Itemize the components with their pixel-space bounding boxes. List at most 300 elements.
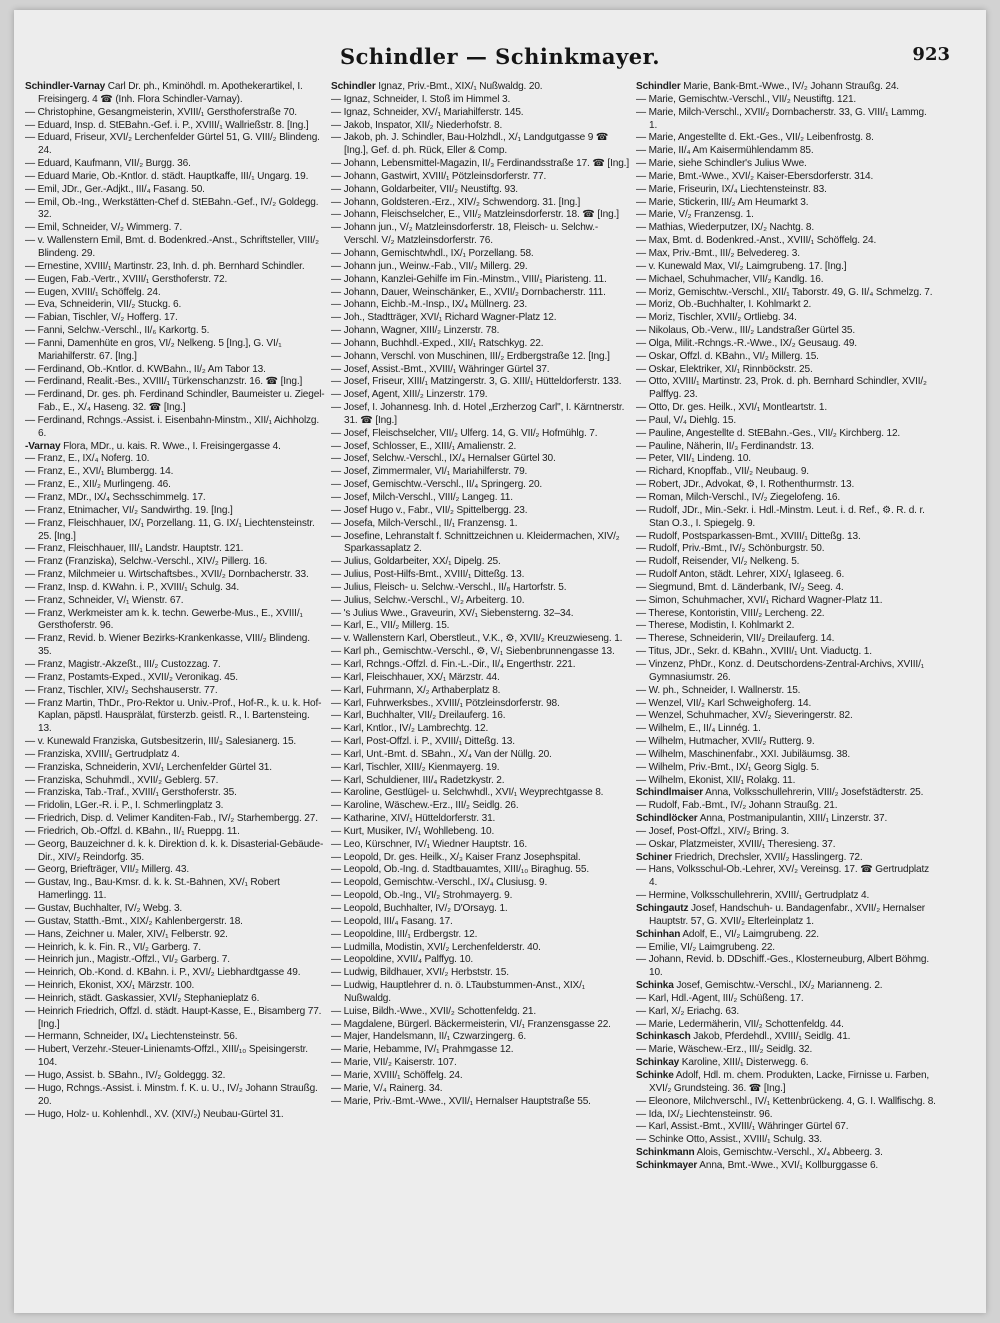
directory-entry bbox=[636, 852, 936, 865]
entry-text: Friedrich, Drechsler, XVII/₂ Hasslingerg. 72. bbox=[671, 851, 863, 863]
entry-text: — Katharine, XIV/₁ Hütteldorferstr. 31. bbox=[331, 813, 496, 825]
entry-surname: Schinkay bbox=[636, 1057, 680, 1069]
entry-text: — Marie, II/₄ Am Kaisermühlendamm 85. bbox=[636, 145, 814, 157]
page-header bbox=[14, 44, 986, 74]
directory-entry bbox=[636, 1096, 936, 1109]
directory-entry bbox=[636, 222, 936, 235]
entry-text: — Hugo, Holz- u. Kohlenhdl., XV. (XIV/₂) Neubau-Gürtel 31. bbox=[25, 1108, 284, 1120]
entry-text: — Eduard Marie, Ob.-Kntlor. d. städt. Hauptkaffe, III/₁ Ungarg. 19. bbox=[25, 170, 309, 182]
entry-text: — Ida, IX/₂ Liechtensteinstr. 96. bbox=[636, 1108, 773, 1120]
entry-text: — Marie, VII/₂ Kaiserstr. 107. bbox=[331, 1057, 457, 1069]
directory-entry bbox=[25, 595, 325, 608]
entry-text: — Otto, XVIII/₁ Martinstr. 23, Prok. d. ph. Bernhard Schindler, XVII/₂ Palffyg. 23. bbox=[636, 376, 927, 401]
entry-text: — Josef, Gemischtw.-Verschl., II/₄ Springerg. 20. bbox=[331, 479, 543, 491]
entry-text: — Eduard, Friseur, XVI/₂ Lerchenfelder Gürtel 51, G. VIII/₂ Blindeng. 24. bbox=[25, 132, 320, 157]
entry-text: Josef, Gemischtw.-Verschl., IX/₂ Marianneng. 2. bbox=[673, 980, 883, 992]
entry-text: — Jakob, Inspator, XII/₂ Niederhofstr. 8. bbox=[331, 119, 503, 131]
entry-text: — Franz, Werkmeister am k. k. techn. Gewerbe-Mus., E., XVIII/₁ Gersthoferstr. 96. bbox=[25, 607, 303, 632]
directory-entry bbox=[636, 582, 936, 595]
entry-text: — Wilhelm, E., II/₄ Linnég. 1. bbox=[636, 723, 761, 735]
directory-entry bbox=[636, 633, 936, 646]
entry-text: — Franz, Revid. b. Wiener Bezirks-Krankenkasse, VIII/₂ Blindeng. 35. bbox=[25, 633, 310, 658]
directory-entry bbox=[636, 299, 936, 312]
entry-text: — Marie, siehe Schindler's Julius Wwe. bbox=[636, 158, 807, 170]
directory-entry bbox=[25, 479, 325, 492]
entry-text: — Rudolf, Postsparkassen-Bmt., XVIII/₁ Ditteßg. 13. bbox=[636, 530, 861, 542]
directory-entry bbox=[636, 107, 936, 133]
directory-entry bbox=[331, 351, 631, 364]
entry-text: — Ernestine, XVIII/₁ Martinstr. 23, Inh. d. ph. Bernhard Schindler. bbox=[25, 260, 305, 272]
directory-entry bbox=[636, 197, 936, 210]
entry-text: — Therese, Schneiderin, VII/₂ Dreilauferg. 14. bbox=[636, 633, 835, 645]
entry-text: — Franz, E., IX/₄ Noferg. 10. bbox=[25, 453, 150, 465]
directory-entry bbox=[331, 877, 631, 890]
directory-entry bbox=[636, 569, 936, 582]
entry-text: — Karl, Assist.-Bmt., XVIII/₁ Währinger Gürtel 67. bbox=[636, 1121, 849, 1133]
entry-text: — Josef, Fleischselcher, VII/₂ Ulferg. 14, G. VII/₂ Hofmühlg. 7. bbox=[331, 427, 598, 439]
directory-entry bbox=[25, 903, 325, 916]
directory-entry bbox=[636, 1044, 936, 1057]
entry-text: — Georg, Bauzeichner d. k. k. Direktion d. k. k. Disasterial-Gebäude-Dir., XIV/₂ Reindorfg. 35. bbox=[25, 838, 324, 863]
directory-entry bbox=[25, 274, 325, 287]
directory-entry bbox=[636, 184, 936, 197]
directory-entry bbox=[331, 685, 631, 698]
directory-entry bbox=[331, 620, 631, 633]
entry-text: — Johann jun., Weinw.-Fab., VII/₂ Millerg. 29. bbox=[331, 260, 528, 272]
entry-text: — Johann, Lebensmittel-Magazin, II/₃ Ferdinandsstraße 17. ☎ [Ing.] bbox=[331, 158, 629, 170]
entry-text: — Ludmilla, Modistin, XVI/₂ Lerchenfelderstr. 40. bbox=[331, 941, 541, 953]
entry-text: — Hermine, Volksschullehrerin, XVIII/₁ Gertrudplatz 4. bbox=[636, 890, 870, 902]
entry-text: — Johann, Dauer, Weinschänker, E., XVII/₂ Dornbacherstr. 111. bbox=[331, 286, 606, 298]
entry-text: — Majer, Handelsmann, II/₁ Czwarzingerg. 6. bbox=[331, 1031, 526, 1043]
directory-page bbox=[14, 10, 986, 1313]
directory-entry bbox=[331, 505, 631, 518]
directory-entry bbox=[636, 608, 936, 621]
entry-text: — Hugo, Assist. b. SBahn., IV/₂ Goldeggg. 32. bbox=[25, 1069, 226, 1081]
entry-text: — Josef, Zimmermaler, VI/₁ Mariahilferstr. 79. bbox=[331, 466, 528, 478]
entry-text: Anna, Postmanipulantin, XIII/₁ Linzerstr. 37. bbox=[697, 813, 888, 825]
entry-text: — Franz Martin, ThDr., Pro-Rektor u. Univ.-Prof., Hof-R., k. u. k. Hof-Kaplan, päpstl. Hausprälat, fürsterzb. geistl. R., I. Bartensteing. 13. bbox=[25, 697, 322, 735]
entry-text: — Wilhelm, Priv.-Bmt., IX/₁ Georg Siglg. 5. bbox=[636, 761, 819, 773]
entry-text: — Hans, Zeichner u. Maler, XIV/₁ Felberstr. 92. bbox=[25, 928, 228, 940]
entry-text: — Franz, Magistr.-Akzeßt., III/₂ Custozzag. 7. bbox=[25, 658, 221, 670]
entry-text: — Ferdinand, Ob.-Kntlor. d. KWBahn., II/₂ Am Tabor 13. bbox=[25, 363, 266, 375]
directory-entry bbox=[331, 800, 631, 813]
entry-text: — Karl, Kntlor., IV/₂ Lambrechtg. 12. bbox=[331, 723, 489, 735]
entry-text: — Josef, Milch-Verschl., VIII/₂ Langeg. 11. bbox=[331, 492, 513, 503]
directory-entry bbox=[636, 492, 936, 505]
directory-entry bbox=[331, 1031, 631, 1044]
entry-text: — Wenzel, VII/₂ Karl Schweighoferg. 14. bbox=[636, 697, 812, 709]
directory-entry bbox=[331, 659, 631, 672]
entry-text: — Fanni, Damenhüte en gros, VI/₂ Nelkeng. 5 [Ing.], G. VI/₁ Mariahilferstr. 67. [Ing.] bbox=[25, 337, 282, 362]
directory-entry bbox=[25, 235, 325, 261]
directory-entry bbox=[331, 980, 631, 1006]
directory-entry bbox=[331, 261, 631, 274]
entry-text: — Julius, Post-Hilfs-Bmt., XVIII/₁ Ditteßg. 13. bbox=[331, 569, 525, 581]
entry-text: — Olga, Milit.-Rchngs.-R.-Wwe., IX/₂ Geusaug. 49. bbox=[636, 337, 857, 349]
entry-text: — Karl ph., Gemischtw.-Verschl., ⚙, V/₁ Siebenbrunnengasse 13. bbox=[331, 646, 615, 658]
entry-text: — Karl, Buchhalter, VII/₂ Dreilauferg. 16. bbox=[331, 710, 506, 722]
directory-entry bbox=[636, 1134, 936, 1147]
entry-text: — Josef, Assist.-Bmt., XVIII/₁ Währinger Gürtel 37. bbox=[331, 363, 550, 375]
directory-entry bbox=[331, 954, 631, 967]
directory-entry bbox=[636, 351, 936, 364]
entry-text: — Hans, Volksschul-Ob.-Lehrer, XV/₂ Vereinsg. 17. ☎ Gertrudplatz 4. bbox=[636, 864, 930, 889]
entry-text: — Max, Priv.-Bmt., III/₂ Belvedereg. 3. bbox=[636, 247, 800, 259]
entry-text: — Heinrich, k. k. Fin. R., VI/₂ Garberg. 7. bbox=[25, 941, 201, 953]
entry-text: Alois, Gemischtw.-Verschl., X/₄ Abbeerg. 3. bbox=[694, 1147, 883, 1159]
entry-text: — Eleonore, Milchverschl., IV/₁ Kettenbrückeng. 4, G. I. Wallfischg. 8. bbox=[636, 1095, 936, 1107]
directory-entry bbox=[25, 287, 325, 300]
directory-entry bbox=[636, 453, 936, 466]
entry-text: — Johann, Kanzlei-Gehilfe im Fin.-Minstm., VIII/₁ Piaristeng. 11. bbox=[331, 273, 607, 285]
directory-entry bbox=[636, 402, 936, 415]
entry-text: — Oskar, Platzmeister, XVIII/₁ Theresieng. 37. bbox=[636, 838, 836, 850]
entry-text: — Johann, Buchhdl.-Exped., XII/₁ Ratschkyg. 22. bbox=[331, 337, 544, 349]
entry-text: — Paul, V/₄ Diehlg. 15. bbox=[636, 414, 736, 426]
entry-text: Flora, MDr., u. kais. R. Wwe., I. Freisingergasse 4. bbox=[60, 440, 281, 452]
directory-entry bbox=[636, 235, 936, 248]
directory-entry bbox=[25, 698, 325, 737]
entry-text: — Josef, Agent, XIII/₂ Linzerstr. 179. bbox=[331, 389, 488, 401]
directory-entry bbox=[636, 839, 936, 852]
directory-entry bbox=[25, 466, 325, 479]
directory-entry bbox=[331, 698, 631, 711]
entry-text: — Rudolf, JDr., Min.-Sekr. i. Hdl.-Minstm. Leut. i. d. Ref., ⚙. R. d. r. Stan O.3., I. Spiegelg. 9. bbox=[636, 504, 925, 529]
entry-text: — Pauline, Näherin, II/₃ Ferdinandstr. 13. bbox=[636, 440, 814, 452]
directory-entry bbox=[25, 197, 325, 223]
directory-entry bbox=[331, 132, 631, 158]
entry-text: — Marie, Priv.-Bmt.-Wwe., XVII/₁ Hernalser Hauptstraße 55. bbox=[331, 1095, 591, 1107]
directory-entry bbox=[331, 1019, 631, 1032]
directory-entry bbox=[331, 197, 631, 210]
entry-text: — Karl, X/₂ Eriachg. 63. bbox=[636, 1005, 739, 1017]
directory-entry bbox=[636, 261, 936, 274]
entry-text: — Julius, Fleisch- u. Selchw.-Verschl., II/₈ Hartorfstr. 5. bbox=[331, 581, 567, 593]
entry-text: — Kurt, Musiker, IV/₁ Wohllebeng. 10. bbox=[331, 825, 495, 837]
directory-entry bbox=[636, 826, 936, 839]
entry-text: — Georg, Briefträger, VII/₂ Millerg. 43. bbox=[25, 864, 189, 876]
directory-entry bbox=[636, 890, 936, 903]
directory-entry bbox=[25, 376, 325, 389]
directory-entry bbox=[636, 171, 936, 184]
directory-entry bbox=[636, 364, 936, 377]
directory-entry bbox=[636, 1031, 936, 1044]
entry-text: — Johann, Goldarbeiter, VII/₂ Neustiftg. 93. bbox=[331, 183, 518, 195]
directory-entry bbox=[331, 762, 631, 775]
entry-text: — Leopold, Ob.-Ing. d. Stadtbauamtes, XIII/₁₀ Biraghug. 55. bbox=[331, 864, 589, 876]
directory-entry bbox=[25, 685, 325, 698]
entry-text: — Wilhelm, Hutmacher, XVII/₂ Rutterg. 9. bbox=[636, 736, 815, 748]
entry-text: — Ludwig, Hauptlehrer d. n. ö. LTaubstummen-Anst., XIX/₁ Nußwaldg. bbox=[331, 980, 586, 1004]
directory-entry bbox=[25, 171, 325, 184]
entry-text: — Emilie, VI/₂ Laimgrubeng. 22. bbox=[636, 941, 775, 953]
directory-entry bbox=[636, 620, 936, 633]
entry-text: — Simon, Schuhmacher, XVI/₁ Richard Wagner-Platz 11. bbox=[636, 594, 883, 606]
directory-entry bbox=[25, 505, 325, 518]
directory-entry bbox=[331, 736, 631, 749]
entry-text: — Eugen, XVIII/₁ Schöffelg. 24. bbox=[25, 286, 161, 298]
entry-surname: Schindlöcker bbox=[636, 813, 698, 825]
directory-entry bbox=[636, 800, 936, 813]
directory-entry bbox=[636, 209, 936, 222]
entry-text: — Karl, E., VII/₂ Millerg. 15. bbox=[331, 620, 450, 632]
entry-text: — Josef Hugo v., Fabr., VII/₂ Spittelbergg. 23. bbox=[331, 504, 528, 516]
directory-entry bbox=[25, 813, 325, 826]
entry-text: — W. ph., Schneider, I. Wallnerstr. 15. bbox=[636, 684, 801, 696]
entry-surname: Schinka bbox=[636, 980, 674, 992]
entry-text: — Luise, Bildh.-Wwe., XVII/₂ Schottenfeldg. 21. bbox=[331, 1005, 537, 1017]
column-2 bbox=[331, 81, 631, 1296]
entry-text: — Moriz, Tischler, XVII/₂ Ortliebg. 34. bbox=[636, 312, 797, 324]
entry-text: — Gustav, Statth.-Bmt., XIX/₂ Kahlenbergerstr. 18. bbox=[25, 915, 243, 927]
entry-text: — Gustav, Buchhalter, IV/₂ Webg. 3. bbox=[25, 903, 183, 914]
entry-text: — Vinzenz, PhDr., Konz. d. Deutschordens-Zentral-Archivs, XVIII/₁ Gymnasiumstr. 26. bbox=[636, 658, 924, 683]
directory-entry bbox=[331, 364, 631, 377]
directory-entry bbox=[25, 492, 325, 505]
entry-text: — Heinrich Friedrich, Offzl. d. städt. Haupt-Kasse, E., Bisamberg 77. [Ing.] bbox=[25, 1005, 322, 1030]
entry-surname: Schinkmann bbox=[636, 1147, 695, 1159]
column-3 bbox=[636, 81, 936, 1296]
directory-entry bbox=[331, 672, 631, 685]
entry-text: — Eva, Schneiderin, VII/₂ Stuckg. 6. bbox=[25, 299, 182, 311]
directory-entry bbox=[25, 916, 325, 929]
directory-entry bbox=[331, 633, 631, 646]
entry-text: — v. Wallenstern Karl, Oberstleut., V.K., ⚙, XVII/₂ Kreuzwieseng. 1. bbox=[331, 633, 623, 645]
entry-text: — Franz, Fleischhauer, IX/₁ Porzellang. 11, G. IX/₁ Liechtensteinstr. 25. [Ing.] bbox=[25, 517, 315, 542]
directory-entry bbox=[331, 608, 631, 621]
entry-text: Marie, Bank-Bmt.-Wwe., IV/₂ Johann Straußg. 24. bbox=[680, 81, 899, 92]
directory-entry bbox=[331, 274, 631, 287]
page-number: 923 bbox=[912, 44, 950, 65]
directory-entry bbox=[636, 248, 936, 261]
directory-entry bbox=[636, 81, 936, 94]
entry-surname: Schingautz bbox=[636, 903, 689, 914]
directory-entry bbox=[25, 633, 325, 659]
entry-text: — Moriz, Gemischtw.-Verschl., XII/₁ Taborstr. 49, G. II/₄ Schmelzg. 7. bbox=[636, 286, 933, 298]
directory-entry bbox=[25, 608, 325, 634]
directory-entry bbox=[331, 492, 631, 505]
directory-entry bbox=[331, 209, 631, 222]
directory-entry bbox=[25, 787, 325, 800]
directory-entry bbox=[25, 659, 325, 672]
entry-text: — Marie, Ledermäherin, VII/₂ Schottenfeldg. 44. bbox=[636, 1018, 844, 1030]
directory-entry bbox=[636, 1160, 936, 1173]
entry-text: — Wilhelm, Ekonist, XII/₁ Rolakg. 11. bbox=[636, 774, 796, 786]
directory-entry bbox=[25, 222, 325, 235]
directory-entry bbox=[636, 274, 936, 287]
entry-text: — Siegmund, Bmt. d. Länderbank, IV/₂ Seeg. 4. bbox=[636, 581, 844, 593]
entry-text: — Rudolf, Fab.-Bmt., IV/₂ Johann Straußg. 21. bbox=[636, 800, 838, 812]
directory-entry bbox=[636, 646, 936, 659]
directory-entry bbox=[636, 775, 936, 788]
directory-entry bbox=[636, 993, 936, 1006]
entry-text: — Josef, Schlosser, E., XIII/₁ Amalienstr. 2. bbox=[331, 440, 517, 452]
directory-entry bbox=[636, 942, 936, 955]
directory-entry bbox=[331, 222, 631, 248]
entry-text: — Roman, Milch-Verschl., IV/₂ Ziegelofeng. 16. bbox=[636, 492, 841, 503]
directory-entry bbox=[636, 980, 936, 993]
entry-text: — Josef, Friseur, XIII/₁ Matzingerstr. 3, G. XIII/₁ Hütteldorferstr. 133. bbox=[331, 376, 622, 388]
entry-text: — v. Wallenstern Emil, Bmt. d. Bodenkred.-Anst., Schriftsteller, VIII/₂ Blindeng. 29. bbox=[25, 235, 319, 259]
directory-entry bbox=[636, 428, 936, 441]
directory-entry bbox=[636, 1121, 936, 1134]
directory-entry bbox=[636, 595, 936, 608]
entry-text: — Hubert, Verzehr.-Steuer-Linienamts-Offzl., XIII/₁₀ Speisingerstr. 104. bbox=[25, 1044, 308, 1069]
entry-text: — Ferdinand, Realit.-Bes., XVIII/₁ Türkenschanzstr. 16. ☎ [Ing.] bbox=[25, 376, 303, 388]
entry-text: — Joh., Stadtträger, XVI/₁ Richard Wagner-Platz 12. bbox=[331, 312, 557, 324]
directory-entry bbox=[25, 942, 325, 955]
directory-entry bbox=[636, 312, 936, 325]
entry-text: — Johann, Goldsteren.-Erz., XIV/₂ Schwendorg. 31. [Ing.] bbox=[331, 196, 581, 208]
entry-text: — Franz, E., XII/₂ Murlingeng. 46. bbox=[25, 479, 171, 491]
entry-text: — Franziska, Schuhmdl., XVII/₂ Geblerg. 57. bbox=[25, 774, 219, 786]
entry-text: Karoline, XIII/₁ Disterwegg. 6. bbox=[679, 1057, 809, 1069]
entry-text: — Johann, Eichb.-M.-Insp., IX/₄ Müllnerg. 23. bbox=[331, 299, 527, 311]
directory-entry bbox=[636, 441, 936, 454]
entry-text: — 's Julius Wwe., Graveurin, XV/₁ Siebensterng. 32–34. bbox=[331, 607, 574, 619]
entry-text: — Friedrich, Ob.-Offzl. d. KBahn., II/₁ Rueppg. 11. bbox=[25, 825, 240, 837]
directory-entry bbox=[25, 364, 325, 377]
entry-text: — Eugen, Fab.-Vertr., XVIII/₁ Gersthoferstr. 72. bbox=[25, 273, 228, 285]
entry-text: — Marie, V/₄ Rainerg. 34. bbox=[331, 1082, 443, 1094]
entry-surname: Schiner bbox=[636, 851, 672, 863]
directory-entry bbox=[25, 415, 325, 441]
directory-entry bbox=[25, 736, 325, 749]
directory-entry bbox=[331, 710, 631, 723]
directory-entry bbox=[25, 929, 325, 942]
directory-entry bbox=[331, 158, 631, 171]
directory-entry bbox=[636, 698, 936, 711]
directory-entry bbox=[331, 787, 631, 800]
entry-text: — Heinrich, Ekonist, XX/₁ Märzstr. 100. bbox=[25, 980, 195, 992]
directory-entry bbox=[636, 466, 936, 479]
entry-text: — Schinke Otto, Assist., XVIII/₁ Schulg. 33. bbox=[636, 1134, 822, 1146]
directory-entry bbox=[25, 325, 325, 338]
entry-text: — Ferdinand, Rchngs.-Assist. i. Eisenbahn-Minstm., XII/₁ Aichholzg. 6. bbox=[25, 414, 320, 439]
entry-text: — Robert, JDr., Advokat, ⚙, I. Rothenthurmstr. 13. bbox=[636, 479, 855, 491]
directory-entry bbox=[331, 852, 631, 865]
directory-entry bbox=[331, 595, 631, 608]
entry-text: — Mathias, Wiederputzer, IX/₂ Nachtg. 8. bbox=[636, 222, 814, 234]
entry-text: — Karl, Hdl.-Agent, III/₂ Schüßeng. 17. bbox=[636, 992, 804, 1004]
entry-text: — Heinrich jun., Magistr.-Offzl., VI/₂ Garberg. 7. bbox=[25, 954, 230, 966]
directory-entry bbox=[331, 826, 631, 839]
directory-entry bbox=[636, 158, 936, 171]
entry-text: — Franz, Insp. d. KWahn. i. P., XVIII/₁ Schulg. 34. bbox=[25, 581, 239, 593]
entry-text: — Karoline, Gestlügel- u. Selchwhdl., XVI/₁ Weyprechtgasse 8. bbox=[331, 787, 604, 799]
directory-entry bbox=[331, 453, 631, 466]
directory-entry bbox=[25, 980, 325, 993]
entry-text: — Christophine, Gesangmeisterin, XVIII/₁ Gersthoferstraße 70. bbox=[25, 106, 297, 118]
entry-text: — v. Kunewald Franziska, Gutsbesitzerin, III/₃ Salesianerg. 15. bbox=[25, 736, 297, 748]
directory-entry bbox=[636, 415, 936, 428]
directory-entry bbox=[636, 787, 936, 800]
entry-surname: Schindler bbox=[331, 81, 376, 92]
entry-text: — Friedrich, Disp. d. Velimer Kanditen-Fab., IV/₂ Starhembergg. 27. bbox=[25, 813, 318, 825]
entry-surname: Schinkasch bbox=[636, 1031, 691, 1043]
directory-entry bbox=[331, 1006, 631, 1019]
directory-entry bbox=[331, 1044, 631, 1057]
directory-entry bbox=[636, 1147, 936, 1160]
entry-text: Jakob, Pferdehdl., XVIII/₁ Seidlg. 41. bbox=[690, 1031, 851, 1043]
entry-text: — Therese, Kontoristin, VIII/₂ Lercheng. 22. bbox=[636, 607, 825, 619]
entry-text: — Karl, Fleischhauer, XX/₁ Märzstr. 44. bbox=[331, 671, 500, 683]
entry-text: — Marie, Friseurin, IX/₄ Liechtensteinstr. 83. bbox=[636, 183, 827, 195]
directory-entry bbox=[636, 543, 936, 556]
entry-text: — Johann, Gastwirt, XVIII/₁ Pötzleinsdorferstr. 77. bbox=[331, 170, 547, 182]
entry-text: — Franz, Schneider, V/₁ Wienstr. 67. bbox=[25, 594, 184, 606]
directory-entry bbox=[636, 1006, 936, 1019]
entry-text: — Julius, Selchw.-Verschl., V/₂ Arbeiterg. 10. bbox=[331, 594, 525, 606]
directory-entry bbox=[331, 749, 631, 762]
entry-surname: Schinkmayer bbox=[636, 1159, 698, 1171]
entry-text: — Emil, JDr., Ger.-Adjkt., III/₄ Fasang. 50. bbox=[25, 183, 205, 195]
directory-entry bbox=[636, 1070, 936, 1096]
entry-text: — Josef, I. Johannesg. Inh. d. Hotel „Erzherzog Carl", I. Kärntnerstr. 31. ☎ [Ing.] bbox=[331, 402, 625, 426]
directory-entry bbox=[331, 942, 631, 955]
entry-text: Adolf, E., VI/₂ Laimgrubeng. 22. bbox=[680, 928, 819, 940]
directory-entry bbox=[636, 736, 936, 749]
directory-entry bbox=[331, 518, 631, 531]
directory-entry bbox=[636, 762, 936, 775]
entry-text: Anna, Bmt.-Wwe., XVI/₁ Kollburggasse 6. bbox=[697, 1159, 879, 1171]
entry-surname: Schindler-Varnay bbox=[25, 81, 106, 92]
entry-surname: -Varnay bbox=[25, 440, 61, 452]
directory-entry bbox=[636, 556, 936, 569]
directory-entry bbox=[636, 864, 936, 890]
entry-text: Ignaz, Priv.-Bmt., XIX/₁ Nußwaldg. 20. bbox=[375, 81, 543, 92]
entry-text: — Johann, Gemischtwhdl., IX/₁ Porzellang. 58. bbox=[331, 247, 534, 259]
directory-entry bbox=[636, 338, 936, 351]
entry-text: — Franziska, XVIII/₁ Gertrudplatz 4. bbox=[25, 748, 180, 760]
directory-entry bbox=[25, 762, 325, 775]
directory-entry bbox=[25, 1006, 325, 1032]
directory-entry bbox=[25, 81, 325, 107]
directory-entry bbox=[636, 1057, 936, 1070]
entry-text: — Fanni, Selchw.-Verschl., II/₆ Karkortg. 5. bbox=[25, 325, 210, 337]
entry-text: — Heinrich, Ob.-Kond. d. KBahn. i. P., XVI/₂ Liebhardtgasse 49. bbox=[25, 967, 301, 979]
entry-text: — Franziska, Tab.-Traf., XVIII/₁ Gersthoferstr. 35. bbox=[25, 787, 237, 799]
entry-text: — Wenzel, Schuhmacher, XV/₂ Sieveringerstr. 82. bbox=[636, 710, 853, 722]
entry-text: — Emil, Schneider, V/₂ Wimmerg. 7. bbox=[25, 222, 182, 234]
directory-entry bbox=[25, 299, 325, 312]
entry-surname: Schinhan bbox=[636, 928, 681, 940]
directory-entry bbox=[636, 749, 936, 762]
entry-text: — Josefine, Lehranstalt f. Schnittzeichnen u. Kleidermachen, XIV/₂ Sparkassaplatz 2. bbox=[331, 530, 620, 555]
directory-entry bbox=[636, 1109, 936, 1122]
entry-text: — Karl, Post-Offzl. i. P., XVIII/₁ Ditteßg. 13. bbox=[331, 736, 515, 748]
entry-text: — Nikolaus, Ob.-Verw., III/₂ Landstraßer Gürtel 35. bbox=[636, 325, 855, 337]
entry-text: — Eduard, Insp. d. StEBahn.-Gef. i. P., XVIII/₁ Wallrießstr. 8. [Ing.] bbox=[25, 119, 309, 131]
directory-entry bbox=[636, 954, 936, 980]
entry-text: — Moriz, Ob.-Buchhalter, I. Kohlmarkt 2. bbox=[636, 299, 812, 311]
entry-text: — Ignaz, Schneider, XV/₁ Mariahilferstr. 145. bbox=[331, 106, 524, 118]
directory-entry bbox=[636, 531, 936, 544]
entry-text: — Marie, Gemischtw.-Verschl., VII/₂ Neustiftg. 121. bbox=[636, 93, 857, 105]
entry-text: — Franz, Milchmeier u. Wirtschaftsbes., XVII/₂ Dornbacherstr. 33. bbox=[25, 569, 309, 581]
entry-text: — Josef, Post-Offzl., XIV/₂ Bring. 3. bbox=[636, 825, 790, 837]
directory-entry bbox=[25, 441, 325, 454]
entry-text: — Marie, Angestellte d. Ekt.-Ges., VII/₂ Leibenfrostg. 8. bbox=[636, 132, 874, 144]
directory-entry bbox=[25, 672, 325, 685]
entry-text: — Peter, VII/₁ Lindeng. 10. bbox=[636, 453, 751, 465]
entry-surname: Schinke bbox=[636, 1069, 674, 1081]
directory-entry bbox=[331, 864, 631, 877]
directory-entry bbox=[331, 171, 631, 184]
entry-text: — Eduard, Kaufmann, VII/₂ Burgg. 36. bbox=[25, 158, 191, 170]
